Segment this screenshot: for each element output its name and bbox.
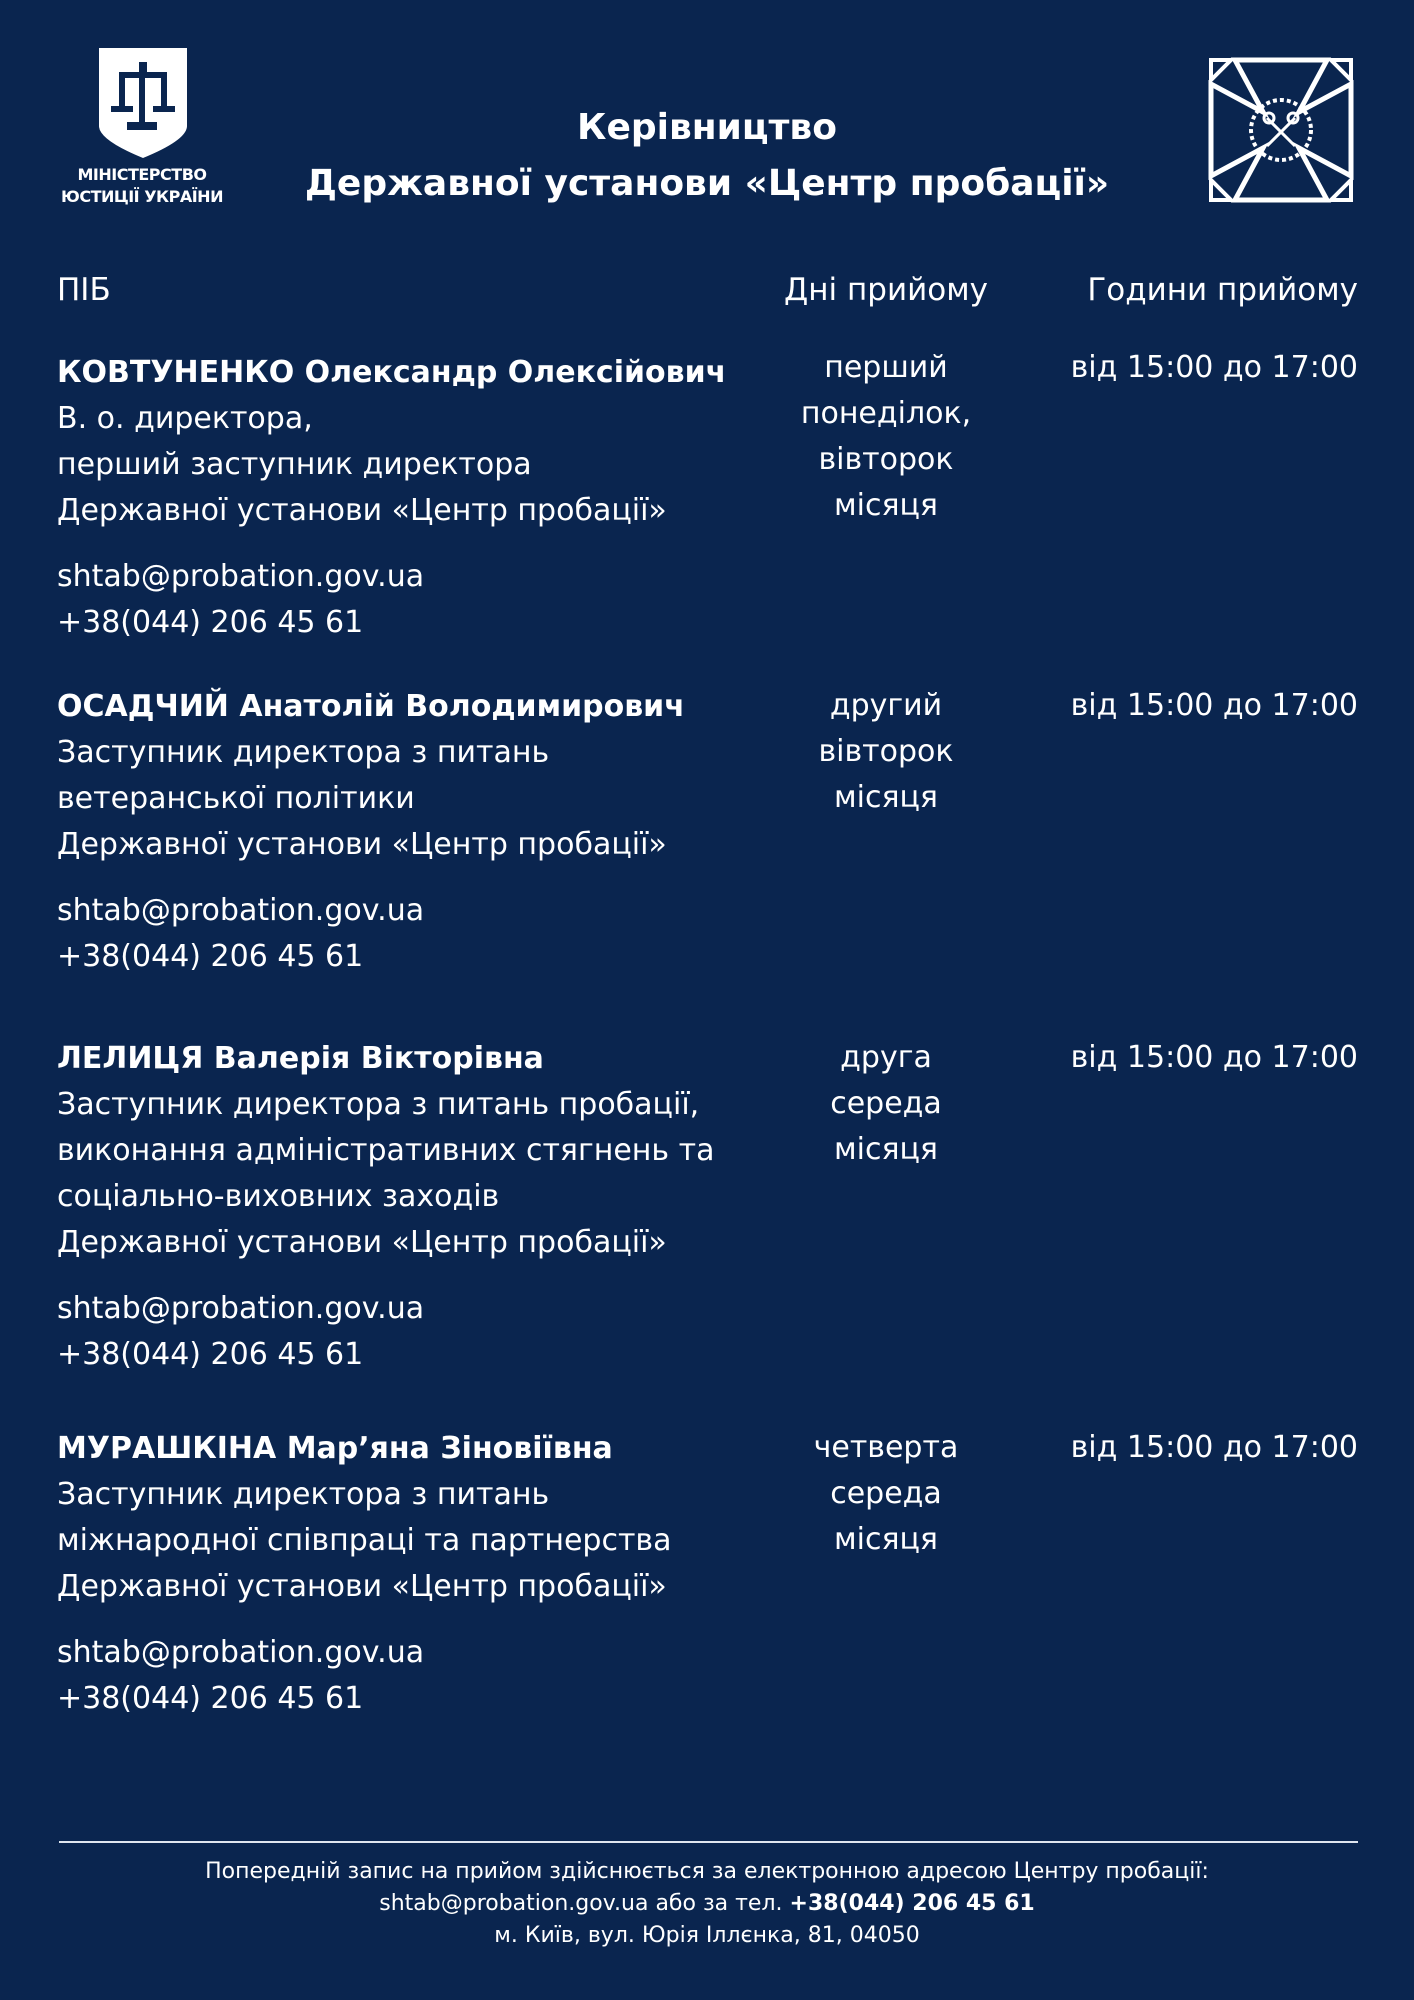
reception-days bbox=[776, 1425, 996, 1563]
footer-email: shtab@probation.gov.ua або за тел. bbox=[379, 1891, 783, 1916]
day-line: середа bbox=[830, 1086, 942, 1121]
day-line: четверта bbox=[813, 1430, 959, 1465]
person-info bbox=[57, 1426, 777, 1722]
footer-line1: Попередній запис на прийом здійснюється за електронною адресою Центру пробації: bbox=[205, 1859, 1209, 1884]
column-header-name: ПІБ bbox=[57, 272, 111, 308]
person-email[interactable]: shtab@probation.gov.ua bbox=[57, 1291, 425, 1326]
day-line: місяця bbox=[834, 488, 938, 523]
footer-address: м. Київ, вул. Юрія Іллєнка, 81, 04050 bbox=[494, 1923, 920, 1948]
footer-divider bbox=[59, 1841, 1358, 1843]
day-line: другий bbox=[829, 688, 943, 723]
person-role-line: Заступник директора з питань bbox=[57, 1477, 550, 1512]
day-line: вівторок bbox=[818, 734, 954, 769]
person-phone[interactable]: +38(044) 206 45 61 bbox=[57, 1681, 364, 1716]
day-line: друга bbox=[840, 1040, 932, 1075]
person-role-line: виконання адміністративних стягнень та bbox=[57, 1133, 715, 1168]
ministry-logo-line1: МІНІСТЕРСТВО bbox=[77, 165, 207, 184]
person-role-line: Заступник директора з питань пробації, bbox=[57, 1087, 700, 1122]
ministry-logo-line2: ЮСТИЦІЇ УКРАЇНИ bbox=[61, 187, 223, 206]
day-line: вівторок bbox=[818, 442, 954, 477]
column-header-hours: Години прийому bbox=[1087, 272, 1358, 308]
person-name: ОСАДЧИЙ Анатолій Володимирович bbox=[57, 689, 685, 724]
person-info bbox=[57, 1036, 777, 1378]
reception-hours: від 15:00 до 17:00 bbox=[1070, 1430, 1358, 1465]
reception-hours: від 15:00 до 17:00 bbox=[1070, 1040, 1358, 1075]
person-email[interactable]: shtab@probation.gov.ua bbox=[57, 559, 425, 594]
reception-hours: від 15:00 до 17:00 bbox=[1070, 350, 1358, 385]
person-phone[interactable]: +38(044) 206 45 61 bbox=[57, 1337, 364, 1372]
person-role-line: Заступник директора з питань bbox=[57, 735, 550, 770]
footer-phone[interactable]: +38(044) 206 45 61 bbox=[789, 1891, 1035, 1916]
title-line1: Керівництво bbox=[577, 107, 837, 148]
day-line: місяця bbox=[834, 1522, 938, 1557]
person-role-line: В. о. директора, bbox=[57, 401, 313, 436]
reception-days bbox=[776, 1035, 996, 1173]
person-name: КОВТУНЕНКО Олександр Олексійович bbox=[57, 355, 727, 390]
reception-days bbox=[776, 345, 996, 529]
title-line2: Державної установи «Центр пробації» bbox=[304, 163, 1110, 204]
column-header-days: Дні прийому bbox=[784, 272, 988, 308]
day-line: понеділок, bbox=[800, 396, 972, 431]
person-role-line: міжнародної співпраці та партнерства bbox=[57, 1523, 672, 1558]
person-role-line: соціально-виховних заходів bbox=[57, 1179, 500, 1214]
person-role-line: Державної установи «Центр пробації» bbox=[57, 1569, 667, 1604]
person-info bbox=[57, 350, 777, 646]
person-info bbox=[57, 684, 777, 980]
day-line: місяця bbox=[834, 1132, 938, 1167]
person-role-line: Державної установи «Центр пробації» bbox=[57, 827, 667, 862]
person-phone[interactable]: +38(044) 206 45 61 bbox=[57, 939, 364, 974]
person-role-line: Державної установи «Центр пробації» bbox=[57, 493, 667, 528]
day-line: середа bbox=[830, 1476, 942, 1511]
page-title bbox=[0, 100, 1414, 212]
person-role-line: Державної установи «Центр пробації» bbox=[57, 1225, 667, 1260]
person-name: ЛЕЛИЦЯ Валерія Вікторівна bbox=[57, 1041, 544, 1076]
person-name: МУРАШКІНА Мар’яна Зіновіївна bbox=[57, 1431, 613, 1466]
person-email[interactable]: shtab@probation.gov.ua bbox=[57, 1635, 425, 1670]
person-email[interactable]: shtab@probation.gov.ua bbox=[57, 893, 425, 928]
person-phone[interactable]: +38(044) 206 45 61 bbox=[57, 605, 364, 640]
person-role-line: перший заступник директора bbox=[57, 447, 532, 482]
day-line: перший bbox=[824, 350, 948, 385]
probation-emblem-logo bbox=[1207, 56, 1355, 204]
cross-emblem-icon bbox=[1207, 56, 1355, 204]
footer-line2 bbox=[0, 1888, 1414, 1920]
day-line: місяця bbox=[834, 780, 938, 815]
footer bbox=[0, 1856, 1414, 1952]
reception-days bbox=[776, 683, 996, 821]
person-role-line: ветеранської політики bbox=[57, 781, 415, 816]
reception-hours: від 15:00 до 17:00 bbox=[1070, 688, 1358, 723]
